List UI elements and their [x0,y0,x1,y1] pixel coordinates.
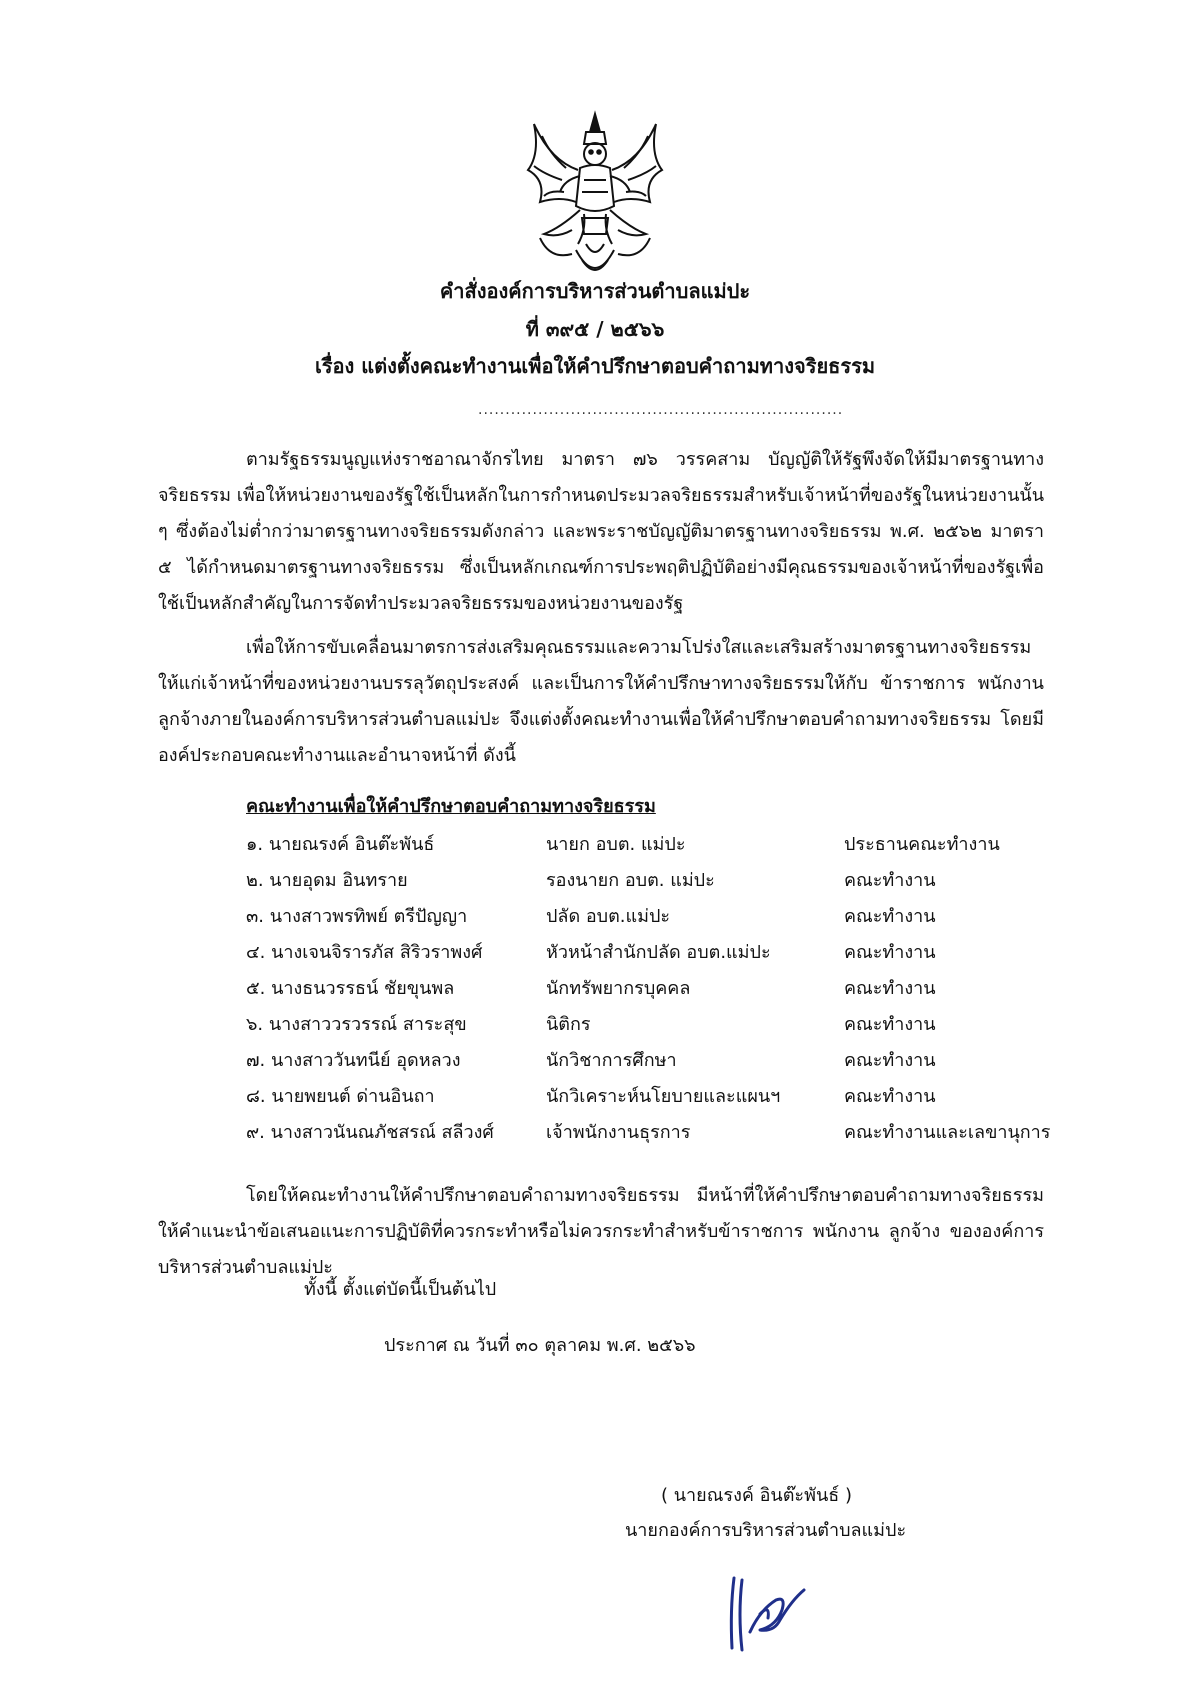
committee-heading: คณะทำงานเพื่อให้คำปรึกษาตอบคำถามทางจริยธรรม [246,796,656,817]
member-position: หัวหน้าสำนักปลัด อบต.แม่ปะ [546,942,771,963]
effective-clause: ทั้งนี้ ตั้งแต่บัดนี้เป็นต้นไป [304,1279,497,1300]
member-name: ๖. นางสาววรวรรณ์ สาระสุข [246,1014,467,1035]
member-role: คณะทำงาน [844,1086,936,1107]
member-role: คณะทำงาน [844,870,936,891]
signatory-name: ( นายณรงค์ อินต๊ะพันธ์ ) [661,1485,852,1506]
handwritten-signature-icon [720,1570,810,1655]
member-position: ปลัด อบต.แม่ปะ [546,906,671,927]
paragraph-3: โดยให้คณะทำงานให้คำปรึกษาตอบคำถามทางจริยธรรม มีหน้าที่ให้คำปรึกษาตอบคำถามทางจริยธรรมให้คำแนะนำข้อเสนอแนะการปฏิบัติที่ควรกระทำหรือไม่ควรกระทำสำหรับข้าราชการ พนักงาน ลูกจ้าง ขององค์การบริหารส่วนตำบลแม่ปะ [158,1185,1044,1278]
member-name: ๘. นายพยนต์ ด่านอินถา [246,1086,435,1107]
signatory-title: นายกองค์การบริหารส่วนตำบลแม่ปะ [625,1520,907,1541]
member-role: คณะทำงาน [844,906,936,927]
member-position: นักวิชาการศึกษา [546,1050,677,1071]
member-name: ๑. นายณรงค์ อินต๊ะพันธ์ [246,834,435,855]
order-title: คำสั่งองค์การบริหารส่วนตำบลแม่ปะ [439,279,751,303]
member-role: คณะทำงาน [844,942,936,963]
order-subject: เรื่อง แต่งตั้งคณะทำงานเพื่อให้คำปรึกษาตอบคำถามทางจริยธรรม [314,354,876,378]
member-position: รองนายก อบต. แม่ปะ [546,870,715,891]
garuda-emblem-icon [520,110,670,290]
member-name: ๗. นางสาววันทนีย์ อุดหลวง [246,1050,461,1071]
member-row [246,827,1066,863]
member-name: ๕. นางธนวรรธน์ ชัยขุนพล [246,978,455,999]
member-row [246,971,1066,1007]
announcement-date: ประกาศ ณ วันที่ ๓๐ ตุลาคม พ.ศ. ๒๕๖๖ [384,1335,696,1356]
paragraph-2: เพื่อให้การขับเคลื่อนมาตรการส่งเสริมคุณธรรมและความโปร่งใสและเสริมสร้างมาตรฐานทางจริยธรรมให้แก่เจ้าหน้าที่ของหน่วยงานบรรลุวัตถุประสงค์ และเป็นการให้คำปรึกษาทางจริยธรรมให้กับ ข้าราชการ พนักงาน ลูกจ้างภายในองค์การบริหารส่วนตำบลแม่ปะ จึงแต่งตั้งคณะทำงานเพื่อให้คำปรึกษาตอบคำถามทางจริยธรรม โดยมีองค์ประกอบคณะทำงานและอำนาจหน้าที่ ดังนี้ [158,637,1044,766]
member-row [246,863,1066,899]
paragraph-1: ตามรัฐธรรมนูญแห่งราชอาณาจักรไทย มาตรา ๗๖ วรรคสาม บัญญัติให้รัฐพึงจัดให้มีมาตรฐานทางจริยธรรม เพื่อให้หน่วยงานของรัฐใช้เป็นหลักในการกำหนดประมวลจริยธรรมสำหรับเจ้าหน้าที่ของรัฐในหน่วยงานนั้น ๆ ซึ่งต้องไม่ต่ำกว่ามาตรฐานทางจริยธรรมดังกล่าว และพระราชบัญญัติมาตรฐานทางจริยธรรม พ.ศ. ๒๕๖๒ มาตรา ๕ ได้กำหนดมาตรฐานทางจริยธรรม ซึ่งเป็นหลักเกณฑ์การประพฤติปฏิบัติอย่างมีคุณธรรมของเจ้าหน้าที่ของรัฐเพื่อใช้เป็นหลักสำคัญในการจัดทำประมวลจริยธรรมของหน่วยงานของรัฐ [158,449,1044,614]
member-row [246,935,1066,971]
separator-line: ................................................................... [478,402,844,418]
member-row [246,1043,1066,1079]
member-name: ๓. นางสาวพรทิพย์ ตรีปัญญา [246,906,468,927]
member-name: ๔. นางเจนจิรารภัส สิริวราพงศ์ [246,942,483,963]
member-role: ประธานคณะทำงาน [844,834,1000,855]
member-name: ๙. นางสาวนันณภัชสรณ์ สลีวงศ์ [246,1122,494,1143]
member-row [246,1115,1066,1151]
member-row [246,1007,1066,1043]
member-role: คณะทำงาน [844,1014,936,1035]
member-role: คณะทำงาน [844,1050,936,1071]
member-position: เจ้าพนักงานธุรการ [546,1122,691,1143]
member-role: คณะทำงานและเลขานุการ [844,1122,1051,1143]
member-name: ๒. นายอุดม อินทราย [246,870,408,891]
member-position: นายก อบต. แม่ปะ [546,834,686,855]
order-number: ที่ ๓๙๕ / ๒๕๖๖ [525,317,665,341]
member-row [246,899,1066,935]
member-role: คณะทำงาน [844,978,936,999]
member-row [246,1079,1066,1115]
member-position: นักวิเคราะห์นโยบายและแผนฯ [546,1086,781,1107]
member-position: นิติกร [546,1014,591,1035]
member-position: นักทรัพยากรบุคคล [546,978,691,999]
